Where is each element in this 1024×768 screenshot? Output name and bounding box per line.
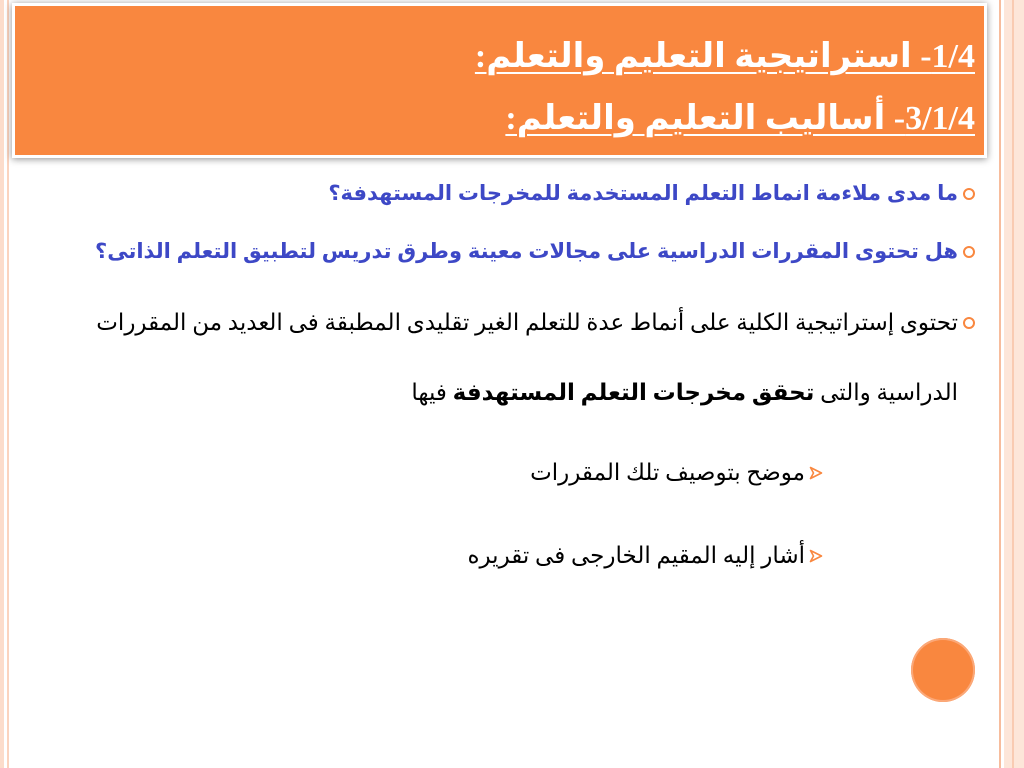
- statement-bullet: [12, 288, 958, 428]
- slide-title: [24, 26, 975, 150]
- statement-text-end: فيها: [411, 380, 453, 405]
- sub-bullet-2: [12, 534, 805, 578]
- sub-bullet-1-text: موضح بتوصيف تلك المقررات: [530, 460, 805, 485]
- right-edge-line: [999, 0, 1001, 768]
- sub-bullet-2-text: أشار إليه المقيم الخارجى فى تقريره: [467, 543, 805, 568]
- slide-title-box: [12, 3, 987, 158]
- arrow-bullet-icon: [809, 549, 823, 563]
- statement-text-bold: تحقق مخرجات التعلم المستهدفة: [452, 380, 815, 405]
- orange-circle-decoration: [911, 638, 975, 702]
- arrow-bullet-icon: [809, 466, 823, 480]
- title-line-1-text: 1/4- استراتيجية التعليم والتعلم:: [474, 38, 975, 75]
- question-1-text: ما مدى ملاءمة انماط التعلم المستخدمة للمخرجات المستهدفة؟: [328, 182, 958, 205]
- left-edge-band: [0, 0, 4, 768]
- slide-body: [12, 172, 958, 578]
- ring-bullet-icon: [963, 246, 975, 258]
- title-line-2-text: 3/1/4- أساليب التعليم والتعلم:: [505, 100, 975, 137]
- question-bullet-1: [12, 172, 958, 216]
- ring-bullet-icon: [963, 317, 975, 329]
- sub-bullet-1: [12, 451, 805, 495]
- question-bullet-2: [12, 230, 958, 274]
- left-edge-line: [7, 0, 9, 768]
- question-2-text: هل تحتوى المقررات الدراسية على مجالات معينة وطرق تدريس لتطبيق التعلم الذاتى؟: [95, 240, 958, 263]
- title-line-1: [24, 26, 975, 88]
- statement-text-start: تحتوى إستراتيجية الكلية على أنماط عدة للتعلم الغير تقليدى المطبقة فى العديد من المقررات الدراسية والتى: [96, 310, 958, 405]
- ring-bullet-icon: [963, 188, 975, 200]
- right-edge-line-inner: [1012, 0, 1014, 768]
- right-edge-band: [1004, 0, 1024, 768]
- title-line-2: [24, 88, 975, 150]
